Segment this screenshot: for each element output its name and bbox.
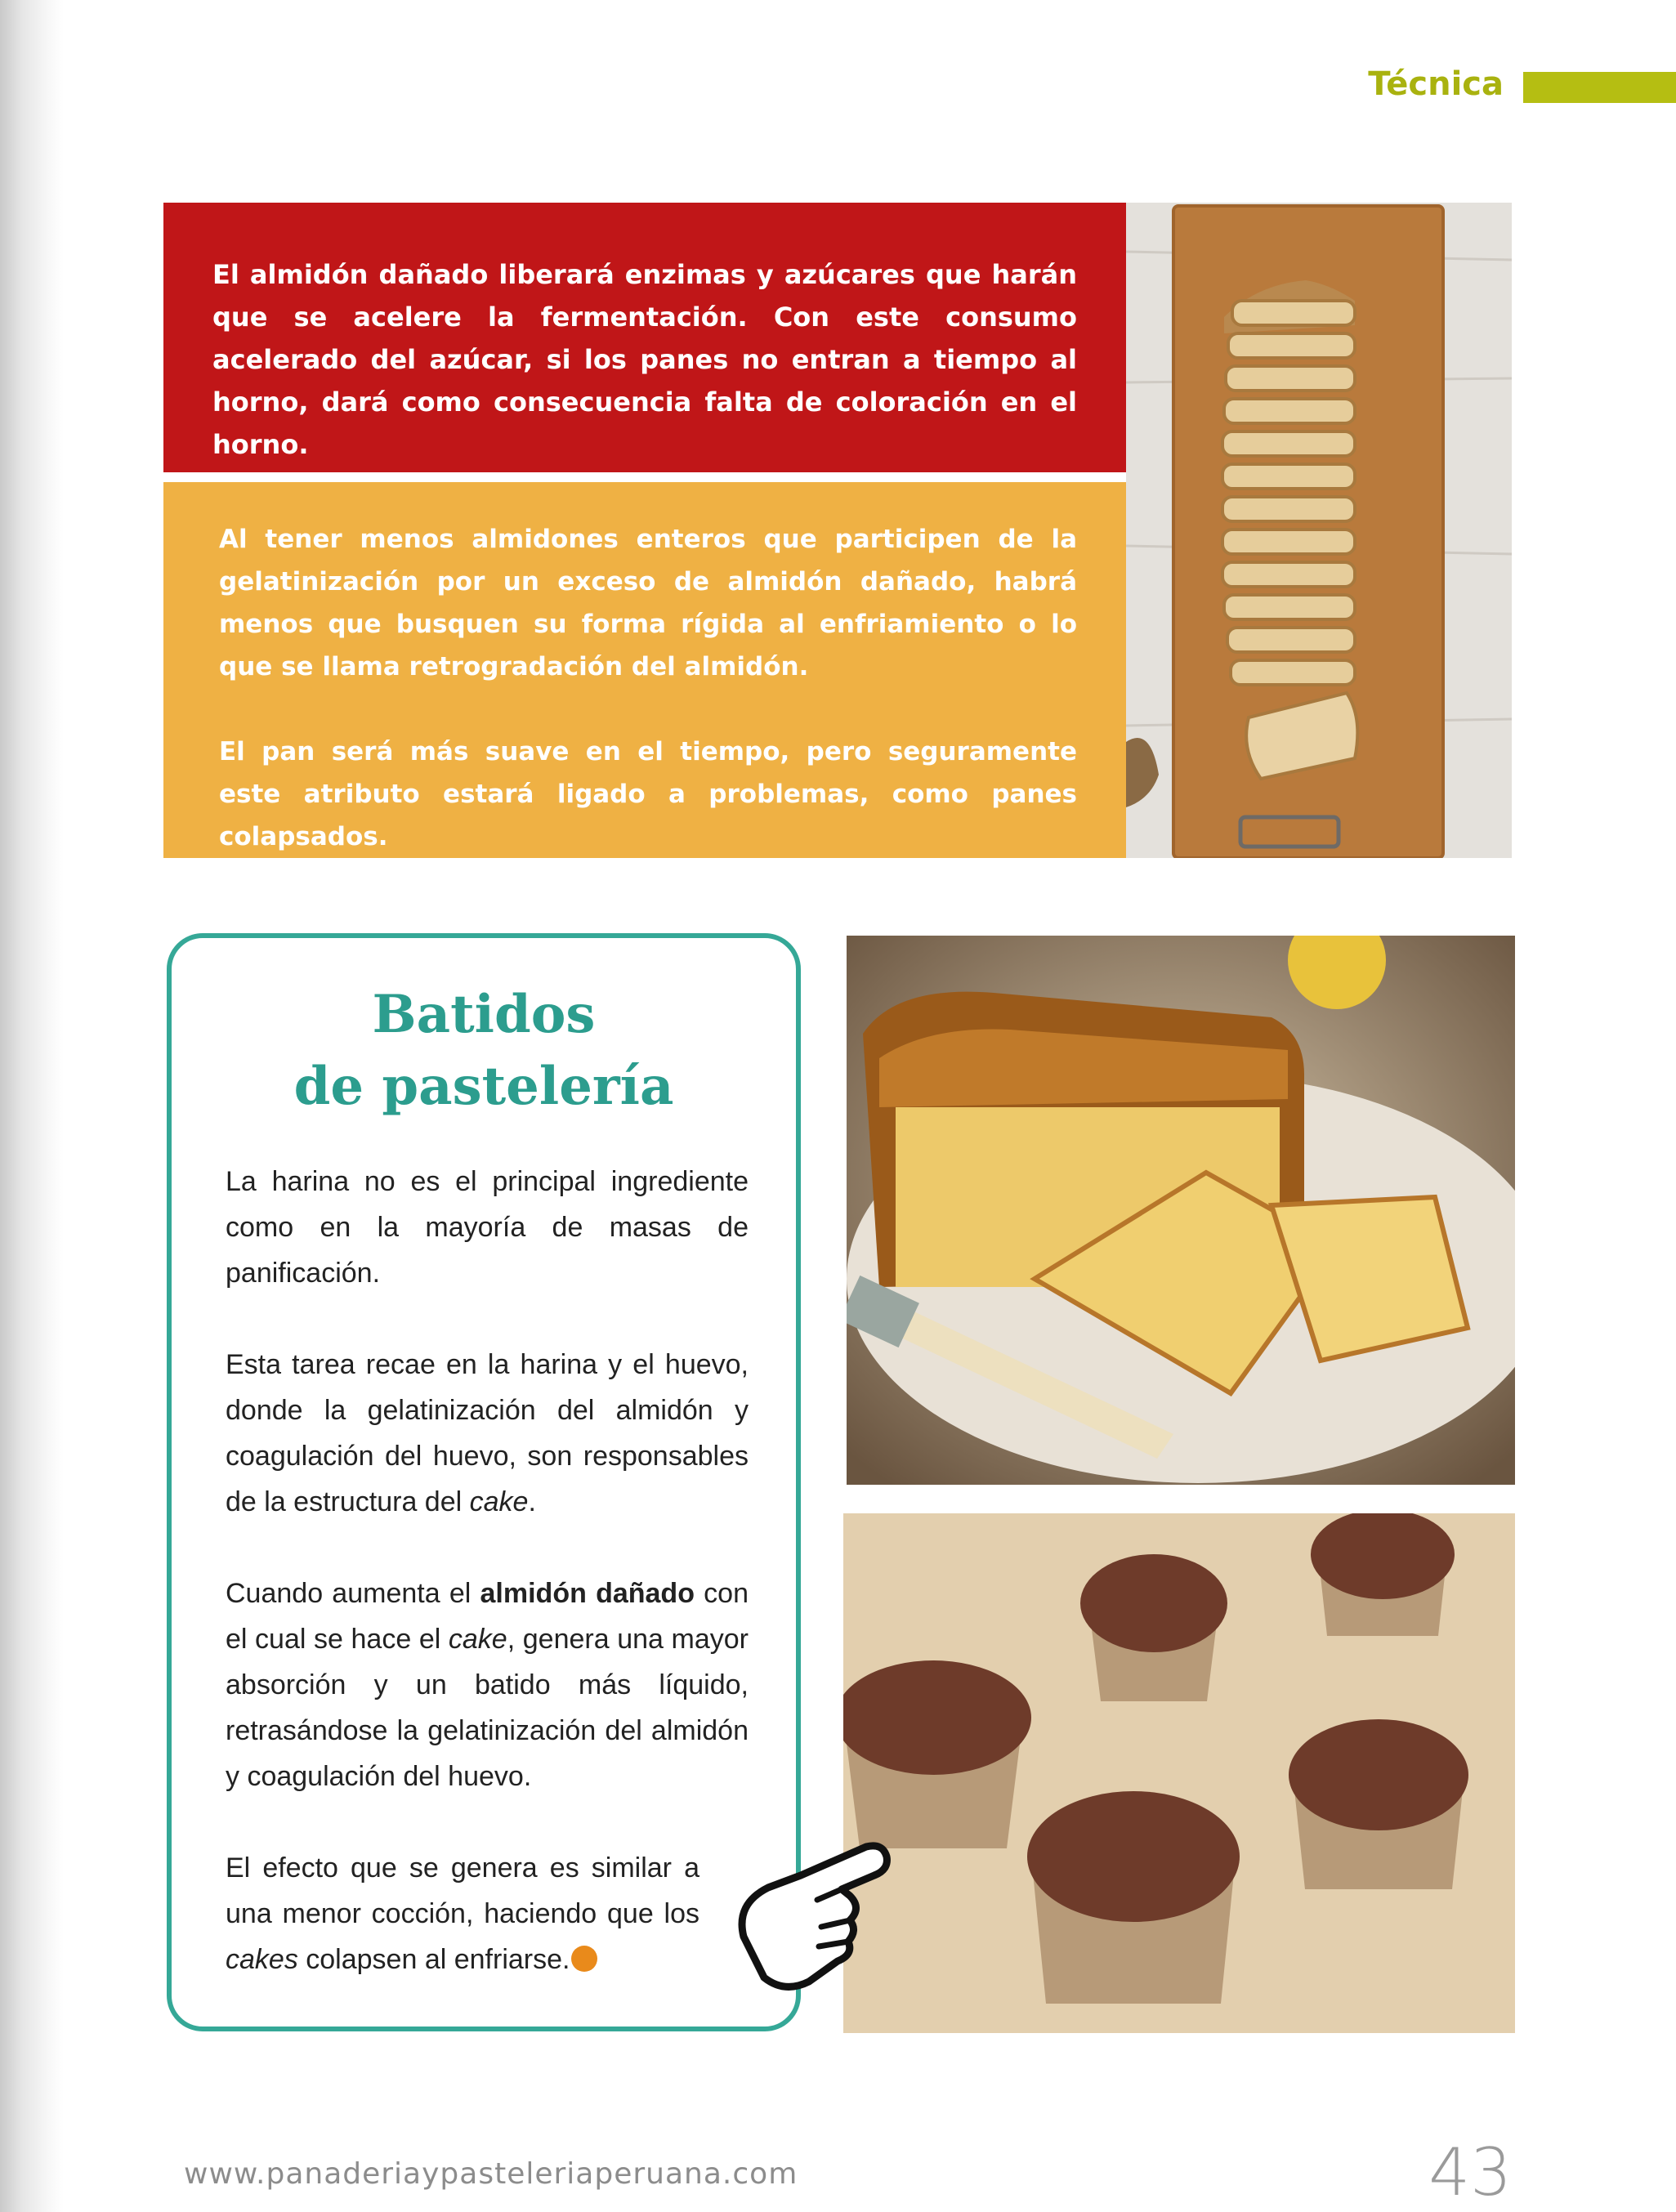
orange-callout-box bbox=[163, 482, 1126, 858]
chocolate-cupcakes-photo bbox=[843, 1513, 1515, 2033]
section-accent-bar bbox=[1523, 72, 1676, 103]
sidebar-title-line: Batidos bbox=[372, 984, 596, 1045]
brand-logo-icon bbox=[571, 1946, 597, 1972]
italic-term: cake bbox=[469, 1486, 529, 1517]
page-number: 43 bbox=[1428, 2134, 1512, 2210]
sidebar-paragraph: La harina no es el principal ingrediente como en la mayoría de masas de panificación. bbox=[226, 1166, 749, 1289]
website-url: www.panaderiaypasteleriaperuana.com bbox=[184, 2157, 798, 2191]
sidebar-box bbox=[167, 933, 801, 2031]
italic-term: cakes bbox=[226, 1944, 298, 1975]
sidebar-paragraph: Esta tarea recae en la harina y el huevo, donde la gelatinización del almidón y coagulación del huevo, son responsables de la estructura del cake. bbox=[226, 1349, 749, 1517]
bold-term: almidón dañado bbox=[480, 1578, 695, 1609]
pointing-hand-icon bbox=[727, 1839, 915, 1994]
sidebar-paragraph: El efecto que se genera es similar a una menor cocción, haciendo que los cakes colapsen al enfriarse. bbox=[226, 1852, 699, 1975]
red-callout-text: El almidón dañado liberará enzimas y azúcares que harán que se acelere la fermentación. Con este consumo acelerado del azúcar, si los panes no entran a tiempo al horno, dará como consecuencia falta de coloración en el horno. bbox=[212, 259, 1077, 460]
sidebar-body bbox=[226, 1159, 749, 2028]
sidebar-title bbox=[172, 979, 796, 1123]
red-callout-box bbox=[163, 203, 1126, 472]
orange-callout-paragraph: Al tener menos almidones enteros que participen de la gelatinización por un exceso de almidón dañado, habrá menos que busquen su forma rígida al enfriamiento o lo que se llama retrogradación del almidón. bbox=[219, 525, 1077, 681]
orange-callout-paragraph: El pan será más suave en el tiempo, pero seguramente este atributo estará ligado a problemas, como panes colapsados. bbox=[219, 737, 1077, 851]
section-label: Técnica bbox=[1368, 65, 1504, 103]
sidebar-title-line: de pastelería bbox=[293, 1056, 674, 1117]
sidebar-paragraph: Cuando aumenta el almidón dañado con el cual se hace el cake, genera una mayor absorción y un batido más líquido, retrasándose la gelatinización del almidón y coagulación del huevo. bbox=[226, 1578, 749, 1792]
sliced-bread-photo bbox=[1126, 203, 1512, 858]
pound-cake-photo bbox=[847, 936, 1515, 1485]
italic-term: cake bbox=[448, 1624, 507, 1655]
page-spine-shadow bbox=[0, 0, 64, 2212]
